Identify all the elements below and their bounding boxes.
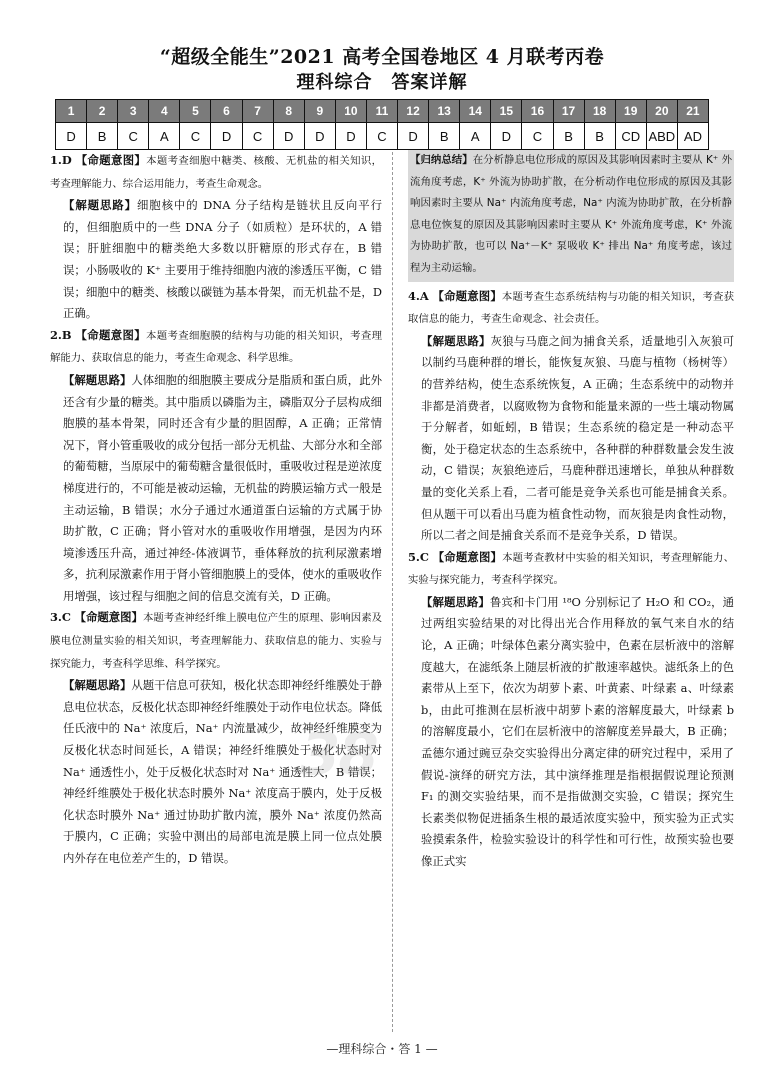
answer-table-answer-cell: AD (677, 123, 708, 150)
answer-table-answer-cell: B (553, 123, 584, 150)
answer-table-number-cell: 11 (366, 100, 397, 123)
page-footer: —理科综合・答 1 — (326, 1042, 438, 1056)
answer-table-number-cell: 5 (180, 100, 211, 123)
answer-table-answer-cell: D (211, 123, 242, 150)
answer-table-number-cell: 15 (491, 100, 522, 123)
answer-table-number-cell: 13 (429, 100, 460, 123)
question-4: 4.A 【命题意图】本题考查生态系统结构与功能的相关知识，考查获取信息的能力，考查生命观念、社会责任。 (408, 288, 734, 326)
answer-table-answer-cell: B (584, 123, 615, 150)
answer-table-answer-cell: ABD (646, 123, 677, 150)
answer-table-number-cell: 20 (646, 100, 677, 123)
answer-table-number-cell: 10 (335, 100, 366, 123)
answer-table-answer-cell: D (398, 123, 429, 150)
answer-table-number-cell: 4 (149, 100, 180, 123)
question-3: 3.C 【命题意图】本题考查神经纤维上膜电位产生的原理、影响因素及膜电位测量实验的相关知识，考查理解能力、获取信息的能力、实验与探究能力，考查科学思维、科学探究。 (50, 610, 382, 670)
question-4-solution: 【解题思路】灰狼与马鹿之间为捕食关系，适量地引入灰狼可以制约马鹿种群的增长，能恢复灰狼、马鹿与植物（杨树等）的营养结构，使生态系统恢复，A 正确；生态系统中的动物并非都是消费者，以腐败物为食物和能量来源的一些土壤动物属于分解者，如蚯蚓，B 错误；生态系统的稳定是一种动态平衡，处于稳定状态的生态系统中，各种群的种群数量会发生波动，C 错误；灰狼绝迹后，马鹿种群迅速增长，单独从种群数量的变化关系上看，二者可能是竞争关系也可能是捕食关系。但从题干可以看出马鹿为植食性动物，而灰狼是肉食性动物，所以二者之间是捕食关系而不是竞争关系，D 错误。 (421, 333, 734, 543)
question-2: 2.B 【命题意图】本题考查细胞膜的结构与功能的相关知识，考查理解能力、获取信息的能力，考查生命观念、科学思维。 (50, 327, 382, 365)
answer-table-number-cell: 2 (87, 100, 118, 123)
answer-table-answer-cell: C (366, 123, 397, 150)
answer-table-number-cell: 9 (304, 100, 335, 123)
answer-table-number-cell: 17 (553, 100, 584, 123)
answer-table-answer-cell: CD (615, 123, 646, 150)
answer-table-number-cell: 1 (56, 100, 87, 123)
answer-table-number-cell: 8 (273, 100, 304, 123)
page-subtitle: 理科综合 答案详解 (296, 72, 468, 93)
answer-table-number-cell: 3 (118, 100, 149, 123)
question-2-solution: 【解题思路】人体细胞的细胞膜主要成分是脂质和蛋白质，此外还含有少量的糖类。其中脂质以磷脂为主，磷脂双分子层构成细胞膜的基本骨架，同时还含有少量的胆固醇，A 正确；正常情况下，肾小管重吸收的成分包括一部分无机盐、大部分水和全部的葡萄糖，当原尿中的葡萄糖含量很低时，重吸收过程是逆浓度梯度进行的，不可能是被动运输，无机盐的跨膜运输方式一般是主动运输，B 错误；水分子通过水通道蛋白运输的方式属于协助扩散，C 正确；肾小管对水的重吸收作用增强，是因为内环境渗透压升高，通过神经-体液调节，垂体释放的抗利尿激素增多，抗利尿激素作用于肾小管细胞膜上的受体，使水的重吸收作用增强，该过程与细胞之间的信息交流有关，D 正确。 (63, 372, 382, 603)
answer-table-number-cell: 12 (398, 100, 429, 123)
answer-table-answer-cell: D (491, 123, 522, 150)
answer-table-answer-cell: B (429, 123, 460, 150)
answer-table-number-cell: 14 (460, 100, 491, 123)
answer-table-number-cell: 19 (615, 100, 646, 123)
answer-table-number-cell: 18 (584, 100, 615, 123)
right-column (408, 150, 734, 1030)
question-5-solution: 【解题思路】鲁宾和卡门用 ¹⁸O 分别标记了 H₂O 和 CO₂，通过两组实验结果的对比得出光合作用释放的氧气来自水的结论，A 正确；叶绿体色素分离实验中，色素在层析液中的溶解度越大，在滤纸条上随层析液的扩散速率越快。滤纸条上的色素带从上至下，依次为胡萝卜素、叶黄素、叶绿素 a、叶绿素 b，由此可推测在层析液中胡萝卜素的溶解度最大，叶绿素 b 的溶解度最小，它们在层析液中的溶解度差异最大，B 正确；孟德尔通过豌豆杂交实验得出分离定律的研究过程中，采用了假说-演绎的研究方法，其中演绎推理是指根据假说理论预测 F₁ 的测交实验结果，而不是指做测交实验，C 错误；探究生长素类似物促进插条生根的最适浓度实验中，预实验为正式实验摸索条件，检验实验设计的科学性和可行性，故预实验也要像正式实 (421, 594, 734, 868)
left-column (50, 150, 382, 1030)
watermark-logo: 38 (300, 720, 377, 788)
answer-table-number-cell: 6 (211, 100, 242, 123)
answer-table-answer-cell: D (56, 123, 87, 150)
answer-table-answer-cell: C (180, 123, 211, 150)
answer-table (55, 99, 709, 150)
answer-table-answer-cell: C (242, 123, 273, 150)
question-3-solution: 【解题思路】从题干信息可获知，极化状态即神经纤维膜处于静息电位状态，反极化状态即神经纤维膜处于动作电位状态。降低任氏液中的 Na⁺ 浓度后，Na⁺ 内流量减少，故神经纤维膜变为反极化状态时间延长，A 错误；神经纤维膜处于极化状态时对 Na⁺ 通透性小，处于反极化状态时对 Na⁺ 通透性大，B 错误；神经纤维膜处于极化状态时膜外 Na⁺ 浓度高于膜内，处于反极化状态时膜外 Na⁺ 通过协助扩散内流，膜外 Na⁺ 浓度仍然高于膜内，C 正确；实验中测出的局部电流是膜上同一位点处膜内外存在电位差产生的，D 错误。 (63, 678, 382, 865)
page-title: “超级全能生”2021 高考全国卷地区 4 月联考丙卷 (159, 46, 605, 68)
answer-table-answer-cell: B (87, 123, 118, 150)
answer-table-number-row (56, 100, 709, 123)
question-1-solution: 【解题思路】细胞核中的 DNA 分子结构是链状且反向平行的，但细胞质中的一些 DNA 分子（如质粒）是环状的，A 错误；肝脏细胞中的糖类绝大多数以肝糖原的形式存在，B 错误；小肠吸收的 K⁺ 主要用于维持细胞内液的渗透压平衡，C 错误；细胞中的糖类、核酸以碳链为基本骨架，而无机盐不是，D 正确。 (63, 198, 382, 321)
answer-table-answer-cell: D (273, 123, 304, 150)
question-5: 5.C 【命题意图】本题考查教材中实验的相关知识，考查理解能力、实验与探究能力，考查科学探究。 (408, 549, 734, 587)
answer-table-number-cell: 21 (677, 100, 708, 123)
answer-table-answer-cell: A (460, 123, 491, 150)
summary-box: 【归纳总结】在分析静息电位形成的原因及其影响因素时主要从 K⁺ 外流角度考虑，K⁺ 外流为协助扩散，在分析动作电位形成的原因及其影响因素时主要从 Na⁺ 内流角度考虑，Na⁺ 内流为协助扩散，在分析静息电位恢复的原因及其影响因素时主要从 K⁺ 外流角度考虑，K⁺ 外流为协助扩散，也可以 Na⁺－K⁺ 泵吸收 K⁺ 排出 Na⁺ 角度考虑，该过程为主动运输。 (408, 150, 734, 282)
column-divider (392, 152, 393, 1032)
answer-table-answer-cell: C (522, 123, 553, 150)
answer-table-answer-cell: A (149, 123, 180, 150)
answer-table-answer-cell: D (335, 123, 366, 150)
answer-table-number-cell: 7 (242, 100, 273, 123)
answer-table-answer-row (56, 123, 709, 150)
answer-table-number-cell: 16 (522, 100, 553, 123)
answer-table-answer-cell: D (304, 123, 335, 150)
question-1: 1.D 【命题意图】本题考查细胞中糖类、核酸、无机盐的相关知识，考查理解能力、综合运用能力，考查生命观念。 (50, 153, 382, 190)
answer-table-answer-cell: C (118, 123, 149, 150)
